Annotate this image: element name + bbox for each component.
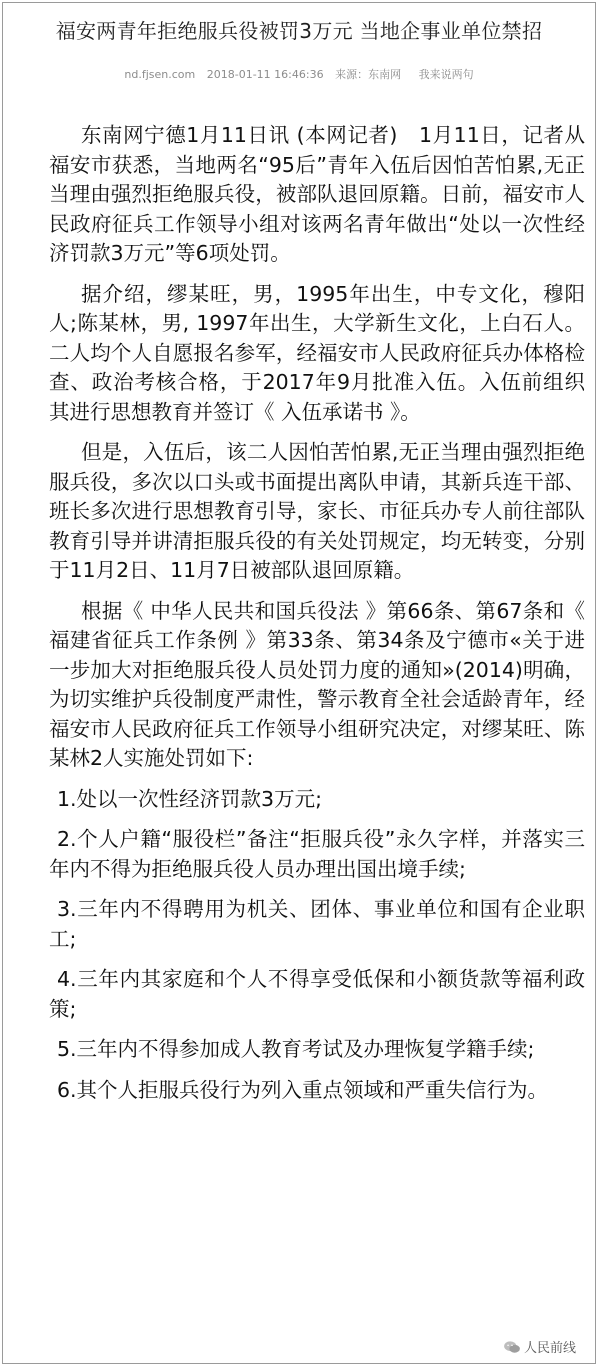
penalty-item-4: 4.三年内其家庭和个人不得享受低保和小额货款等福利政策; xyxy=(49,967,585,1021)
article-meta xyxy=(3,67,595,83)
article-frame xyxy=(2,2,596,1364)
meta-source: 来源：东南网 xyxy=(335,68,402,81)
article-title: 福安两青年拒绝服兵役被罚3万元 当地企事业单位禁招 xyxy=(55,19,543,43)
paragraph-3: 但是，入伍后，该二人因怕苦怕累,无正当理由强烈拒绝服兵役，多次以口头或书面提出离队申请，其新兵连干部、班长多次进行思想教育引导，家长、市征兵办专人前往部队教育引导并讲清拒服兵役的有关处罚规定，均无转变，分别于11月2日、11月7日被部队退回原籍。 xyxy=(49,440,585,582)
paragraph-1: 东南网宁德1月11日讯 (本网记者) 1月11日，记者从福安市获悉，当地两名“95后”青年入伍后因怕苦怕累,无正当理由强烈拒绝服兵役，被部队退回原籍。日前，福安市人民政府征兵工作领导小组对该两名青年做出“处以一次性经济罚款3万元”等6项处罚。 xyxy=(49,123,585,265)
article-body xyxy=(49,121,585,1116)
meta-site[interactable]: nd.fjsen.com xyxy=(124,68,196,81)
meta-comment-link[interactable]: 我来说两句 xyxy=(418,68,474,81)
penalty-item-2: 2.个人户籍“服役栏”备注“拒服兵役”永久字样，并落实三年内不得为拒绝服兵役人员办理出国出境手续; xyxy=(49,827,585,881)
penalty-item-1: 1.处以一次性经济罚款3万元; xyxy=(57,786,323,811)
watermark xyxy=(500,1336,579,1357)
paragraph-2: 据介绍，缪某旺，男，1995年出生，中专文化，穆阳人;陈某林，男, 1997年出生，大学新生文化，上白石人。二人均个人自愿报名参军，经福安市人民政府征兵办体格检查、政治考核合格，于2017年9月批准入伍。入伍前组织其进行思想教育并签订《 入伍承诺书 》。 xyxy=(49,281,585,424)
penalty-item-6: 6.其个人拒服兵役行为列入重点领域和严重失信行为。 xyxy=(57,1077,549,1102)
wechat-icon xyxy=(503,1340,521,1354)
watermark-text: 人民前线 xyxy=(523,1341,576,1356)
penalty-item-3: 3.三年内不得聘用为机关、团体、事业单位和国有企业职工; xyxy=(49,897,585,951)
meta-datetime: 2018-01-11 16:46:36 xyxy=(206,68,324,81)
paragraph-4: 根据《 中华人民共和国兵役法 》第66条、第67条和《 福建省征兵工作条例 》第33条、第34条及宁德市«关于进一步加大对拒绝服兵役人员处罚力度的通知»(2014)明确，为切实维护兵役制度严肃性，警示教育全社会适龄青年，经福安市人民政府征兵工作领导小组研究决定，对缪某旺、陈某林2人实施处罚如下: xyxy=(49,598,585,770)
penalty-item-5: 5.三年内不得参加成人教育考试及办理恢复学籍手续; xyxy=(57,1037,535,1061)
